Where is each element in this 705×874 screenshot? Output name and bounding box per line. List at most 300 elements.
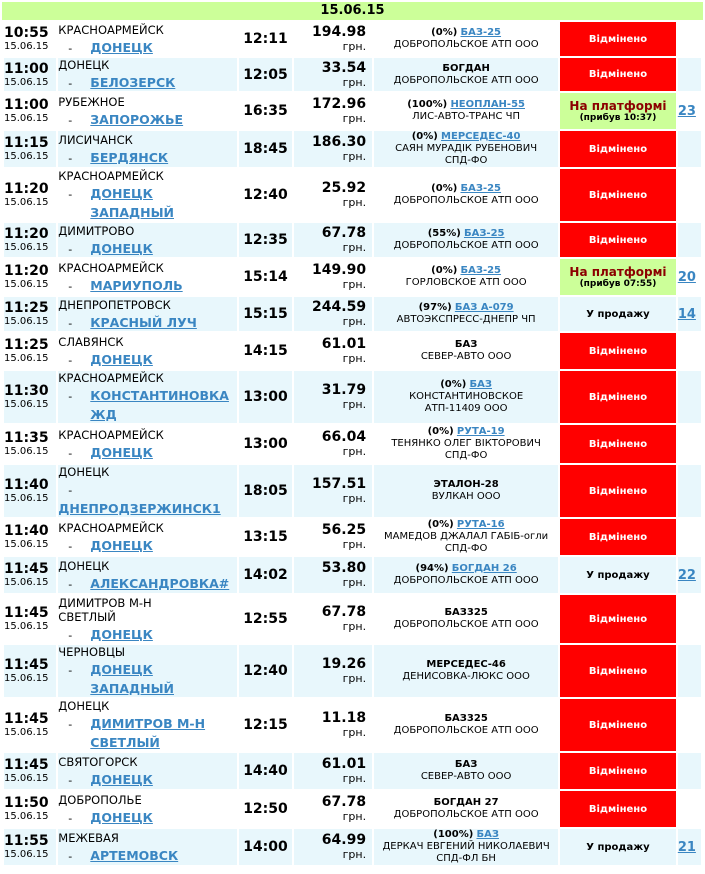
route-origin: ДОНЕЦК: [58, 558, 110, 573]
status-text: Відмінено: [588, 531, 648, 543]
occupancy-percent: (0%): [440, 379, 467, 390]
platform-number-cell: [678, 557, 701, 593]
status-text: Відмінено: [588, 143, 648, 155]
table-row: [4, 371, 701, 423]
route-destination-link[interactable]: КРАСНЫЙ ЛУЧ: [90, 314, 197, 330]
carrier-name: СЕВЕР-АВТО ООО: [420, 771, 512, 782]
route-destination-link[interactable]: ЗАПОРОЖЬЕ: [90, 111, 184, 127]
status-text: Відмінено: [588, 613, 648, 625]
departure-time: 11:45: [4, 757, 49, 773]
table-row: [4, 297, 701, 331]
departure-time: 11:40: [4, 477, 49, 493]
price-currency: грн.: [342, 40, 367, 53]
route-destination-link[interactable]: ДИМИТРОВ М-Н: [90, 716, 206, 731]
route-origin: ДОНЕЦК: [58, 465, 110, 479]
route-destination-line: [58, 678, 237, 697]
route-destination-link[interactable]: ДОНЕЦК: [90, 240, 153, 256]
carrier-name: СПД-ФО: [444, 543, 488, 554]
departure-time-cell: [4, 645, 56, 697]
table-row: [4, 58, 701, 91]
ticket-price: 53.80: [321, 560, 367, 576]
bus-carrier-cell: [374, 791, 558, 827]
route-origin: СВЯТОГОРСК: [58, 754, 138, 769]
route-origin: ДНЕПРОПЕТРОВСК: [58, 297, 171, 312]
departure-date: 15.06.15: [4, 151, 49, 162]
arrival-time: 12:15: [239, 699, 291, 751]
route-destination-link[interactable]: ДОНЕЦК: [90, 626, 153, 642]
price-currency: грн.: [342, 445, 367, 458]
carrier-name: МАМЕДОВ ДЖАЛАЛ ГАБІБ-огли: [384, 531, 549, 542]
carrier-name: ДОБРОПОЛЬСКОЕ АТП ООО: [393, 195, 539, 206]
departure-time: 10:55: [4, 25, 49, 41]
carrier-name: СПД-ФО: [444, 155, 488, 166]
departure-time-cell: [4, 93, 56, 129]
arrival-time: 13:00: [239, 371, 291, 423]
table-row: [4, 425, 701, 463]
ticket-price: 149.90: [312, 262, 367, 278]
price-currency: грн.: [342, 278, 367, 291]
carrier-name: ЛИС-АВТО-ТРАНС ЧП: [412, 111, 521, 122]
route-cell: [58, 297, 237, 331]
carrier-name: ДЕРКАЧ ЕВГЕНИЙ НИКОЛАЕВИЧ: [382, 841, 550, 852]
table-row: [4, 22, 701, 56]
bus-model-link[interactable]: БАЗ А-079: [454, 302, 514, 313]
ticket-price: 64.99: [321, 832, 367, 848]
price-cell: [294, 333, 372, 369]
route-destination-line: [58, 624, 237, 643]
price-currency: грн.: [342, 196, 367, 209]
departure-date: 15.06.15: [4, 353, 49, 364]
route-dash: -: [68, 664, 73, 677]
route-destination-link[interactable]: БЕРДЯНСК: [90, 149, 169, 165]
ticket-price: 172.96: [312, 96, 367, 112]
route-destination-line: [58, 659, 237, 678]
bus-line: [374, 479, 558, 491]
arrival-time: 16:35: [239, 93, 291, 129]
status-cancel: [560, 169, 676, 221]
bus-line: [374, 302, 558, 314]
price-cell: [294, 753, 372, 789]
occupancy-percent: (100%): [407, 99, 448, 110]
departure-date: 15.06.15: [4, 673, 49, 684]
route-origin: СВЕТЛЫЙ: [58, 609, 116, 624]
price-cell: [294, 58, 372, 91]
table-row: [4, 333, 701, 369]
departure-time: 11:25: [4, 337, 49, 353]
platform-number-link[interactable]: 22: [677, 567, 696, 583]
status-text: Відмінено: [588, 345, 648, 357]
route-origin: ЧЕРНОВЦЫ: [58, 645, 126, 659]
ticket-price: 25.92: [321, 180, 367, 196]
carrier-name: ДЕНИСОВКА-ЛЮКС ООО: [402, 671, 530, 682]
route-cell: [58, 333, 237, 369]
departure-time: 11:35: [4, 430, 49, 446]
bus-line: [374, 426, 558, 438]
platform-number-cell: [678, 595, 701, 643]
bus-line: [374, 131, 558, 143]
price-cell: [294, 519, 372, 555]
route-dash: -: [68, 279, 73, 293]
status-sale: [560, 557, 676, 593]
status-cancel: [560, 333, 676, 369]
platform-number-cell: [678, 131, 701, 167]
ticket-price: 56.25: [321, 522, 367, 538]
route-destination-line: [58, 713, 237, 732]
carrier-name: СПД-ФЛ БН: [436, 853, 496, 864]
arrival-time: 15:14: [239, 259, 291, 295]
status-text: У продажу: [586, 841, 650, 853]
route-cell: [58, 93, 237, 129]
route-origin: КРАСНОАРМЕЙСК: [58, 169, 164, 183]
bus-model-link[interactable]: РУТА-19: [456, 426, 505, 437]
route-destination-link[interactable]: ЗАПАДНЫЙ: [90, 205, 174, 220]
departure-date: 15.06.15: [4, 113, 49, 124]
platform-number-link[interactable]: 23: [677, 103, 696, 119]
bus-carrier-cell: [374, 297, 558, 331]
bus-carrier-cell: [374, 93, 558, 129]
bus-model-link[interactable]: БАЗ-25: [460, 27, 502, 38]
departure-time: 11:45: [4, 711, 49, 727]
departure-date: 15.06.15: [4, 242, 49, 253]
status-cancel: [560, 519, 676, 555]
route-dash: -: [68, 188, 73, 201]
status-cancel: [560, 58, 676, 91]
bus-model-link[interactable]: БАЗ-25: [460, 183, 502, 194]
status-text: Відмінено: [588, 438, 648, 450]
departure-time: 11:20: [4, 181, 49, 197]
route-destination-line: [58, 732, 237, 751]
route-destination-link[interactable]: ДОНЕЦК: [90, 662, 153, 677]
price-currency: грн.: [342, 726, 367, 739]
route-destination-link[interactable]: ДОНЕЦК: [90, 537, 153, 553]
price-currency: грн.: [342, 810, 367, 823]
status-cancel: [560, 371, 676, 423]
departure-time: 11:25: [4, 300, 49, 316]
occupancy-percent: (0%): [411, 131, 438, 142]
bus-line: [374, 797, 558, 809]
platform-number-cell: [678, 333, 701, 369]
route-destination-link[interactable]: БЕЛОЗЕРСК: [90, 75, 176, 90]
route-destination-line: [58, 109, 237, 128]
bus-model-link[interactable]: БАЗ-25: [460, 265, 502, 276]
price-cell: [294, 699, 372, 751]
price-cell: [294, 131, 372, 167]
route-destination-link[interactable]: ДОНЕЦК: [90, 186, 153, 201]
arrival-time: 12:40: [239, 645, 291, 697]
departure-time: 11:50: [4, 795, 49, 811]
platform-number-link[interactable]: 20: [677, 269, 696, 285]
carrier-name: АВТОЭКСПРЕСС-ДНЕПР ЧП: [396, 314, 536, 325]
departure-date: 15.06.15: [4, 849, 49, 860]
route-destination-line: [58, 202, 237, 221]
bus-line: [374, 183, 558, 195]
arrival-time: 12:05: [239, 58, 291, 91]
route-destination-line: [58, 312, 237, 331]
route-cell: [58, 371, 237, 423]
arrival-time: 12:35: [239, 223, 291, 257]
route-destination-link[interactable]: ЖД: [90, 407, 117, 422]
carrier-name: ГОРЛОВСКОЕ АТП ООО: [405, 277, 527, 288]
route-destination-link[interactable]: АРТЕМОВСК: [90, 847, 179, 863]
ticket-price: 67.78: [321, 225, 367, 241]
bus-line: [374, 829, 558, 841]
bus-line: [374, 563, 558, 575]
route-cell: [58, 699, 237, 751]
bus-model-link[interactable]: БАЗ: [476, 829, 499, 840]
route-origin: СЛАВЯНСК: [58, 334, 124, 349]
bus-line: [374, 713, 558, 725]
departure-date: 15.06.15: [4, 811, 49, 822]
occupancy-percent: (0%): [431, 183, 458, 194]
ticket-price: 19.26: [321, 656, 367, 672]
ticket-price: 157.51: [312, 476, 367, 492]
departure-time: 11:20: [4, 263, 49, 279]
route-cell: [58, 519, 237, 555]
route-cell: [58, 465, 237, 517]
arrival-time: 12:40: [239, 169, 291, 221]
bus-line: [374, 607, 558, 619]
platform-number-cell: [678, 22, 701, 56]
departures-table: [2, 20, 703, 867]
route-dash: -: [68, 446, 73, 460]
route-origin: РУБЕЖНОЕ: [58, 94, 125, 109]
route-destination-line: [58, 845, 237, 864]
bus-model: БАЗ325: [444, 713, 488, 724]
status-platform: [560, 93, 676, 129]
bus-model-link[interactable]: БАЗ-25: [463, 228, 505, 239]
platform-number-cell: [678, 791, 701, 827]
arrival-time: 12:11: [239, 22, 291, 56]
bus-carrier-cell: [374, 131, 558, 167]
route-destination-link[interactable]: АЛЕКСАНДРОВКА#: [90, 575, 230, 591]
route-dash: -: [68, 151, 73, 165]
arrival-time: 12:55: [239, 595, 291, 643]
departure-time-cell: [4, 699, 56, 751]
table-row: [4, 259, 701, 295]
platform-number-cell: [678, 371, 701, 423]
route-destination-link[interactable]: МАРИУПОЛЬ: [90, 277, 183, 293]
departure-time-cell: [4, 829, 56, 865]
platform-number-cell: [678, 425, 701, 463]
route-destination-link[interactable]: КОНСТАНТИНОВКА: [90, 388, 229, 403]
route-origin: МЕЖЕВАЯ: [58, 830, 119, 845]
table-row: [4, 465, 701, 517]
route-dash: -: [68, 353, 73, 367]
departure-time-cell: [4, 465, 56, 517]
route-destination-link[interactable]: ДОНЕЦК: [90, 39, 153, 55]
status-arrived-time: (прибув 07:55): [579, 278, 657, 289]
status-cancel: [560, 595, 676, 643]
route-destination-line: [58, 183, 237, 202]
status-cancel: [560, 22, 676, 56]
price-currency: грн.: [342, 492, 367, 505]
price-currency: грн.: [342, 75, 367, 89]
departure-time: 11:45: [4, 605, 49, 621]
bus-carrier-cell: [374, 333, 558, 369]
bus-model-link[interactable]: БОГДАН 26: [451, 563, 517, 574]
status-text: На платформі: [569, 264, 667, 279]
departure-time-cell: [4, 131, 56, 167]
platform-number-link[interactable]: 21: [677, 839, 696, 855]
status-text: Відмінено: [588, 391, 648, 403]
departure-time-cell: [4, 333, 56, 369]
bus-line: [374, 228, 558, 240]
route-dash: -: [68, 811, 73, 825]
price-cell: [294, 22, 372, 56]
route-origin: ДОБРОПОЛЬЕ: [58, 792, 142, 807]
departure-date: 15.06.15: [4, 399, 49, 410]
route-origin: ДИМИТРОВ М-Н: [58, 595, 152, 610]
carrier-name: ДОБРОПОЛЬСКОЕ АТП ООО: [393, 240, 539, 251]
price-cell: [294, 465, 372, 517]
price-cell: [294, 371, 372, 423]
departure-time: 11:00: [4, 97, 49, 113]
bus-model-link[interactable]: НЕОПЛАН-55: [450, 99, 525, 110]
arrival-time: 14:40: [239, 753, 291, 789]
departure-time-cell: [4, 425, 56, 463]
route-origin: КРАСНОАРМЕЙСК: [58, 260, 164, 275]
bus-line: [374, 339, 558, 351]
bus-carrier-cell: [374, 425, 558, 463]
arrival-time: 14:00: [239, 829, 291, 865]
route-cell: [58, 753, 237, 789]
platform-number-link[interactable]: 14: [677, 306, 696, 322]
route-destination-link[interactable]: ДОНЕЦК: [90, 351, 153, 367]
table-row: [4, 791, 701, 827]
route-dash: -: [68, 577, 73, 591]
departure-time: 11:20: [4, 226, 49, 242]
price-cell: [294, 223, 372, 257]
arrival-time: 18:45: [239, 131, 291, 167]
departure-time-cell: [4, 223, 56, 257]
route-destination-link[interactable]: ДНЕПРОДЗЕРЖИНСК1: [58, 501, 221, 516]
route-destination-link[interactable]: СВЕТЛЫЙ: [90, 735, 160, 750]
carrier-name: ВУЛКАН ООО: [431, 491, 501, 502]
departure-date: 15.06.15: [4, 773, 49, 784]
departure-date: 15.06.15: [4, 621, 49, 632]
carrier-name: ТЕНЯНКО ОЛЕГ ВІКТОРОВИЧ: [391, 438, 541, 449]
bus-model: БАЗ325: [444, 607, 488, 618]
departure-time-cell: [4, 557, 56, 593]
bus-carrier-cell: [374, 519, 558, 555]
route-destination-line: [58, 573, 237, 592]
bus-line: [374, 519, 558, 531]
departure-date: 15.06.15: [4, 41, 49, 52]
route-destination-line: [58, 37, 237, 56]
status-cancel: [560, 223, 676, 257]
bus-model: БАЗ: [454, 759, 478, 770]
route-cell: [58, 557, 237, 593]
bus-carrier-cell: [374, 645, 558, 697]
route-cell: [58, 595, 237, 643]
carrier-name: ДОБРОПОЛЬСКОЕ АТП ООО: [393, 725, 539, 736]
status-platform: [560, 259, 676, 295]
status-cancel: [560, 753, 676, 789]
route-dash: -: [68, 242, 73, 256]
route-destination-link[interactable]: ДОНЕЦК: [90, 444, 153, 460]
bus-model: БОГДАН 27: [433, 797, 499, 808]
bus-line: [374, 63, 558, 75]
bus-model-link[interactable]: БАЗ: [469, 379, 492, 390]
platform-number-cell: [678, 465, 701, 517]
bus-model: БОГДАН: [442, 62, 490, 74]
arrival-time: 13:00: [239, 425, 291, 463]
bus-carrier-cell: [374, 595, 558, 643]
route-destination-line: [58, 404, 237, 423]
route-destination-line: [58, 72, 237, 91]
price-currency: грн.: [342, 150, 367, 163]
route-origin: ЛИСИЧАНСК: [58, 132, 133, 147]
price-currency: грн.: [342, 672, 367, 685]
route-destination-line: [58, 479, 237, 517]
route-dash: -: [68, 849, 73, 863]
route-destination-line: [58, 275, 237, 294]
route-cell: [58, 223, 237, 257]
departure-time-cell: [4, 371, 56, 423]
status-text: У продажу: [586, 569, 650, 581]
departure-time-cell: [4, 791, 56, 827]
platform-number-cell: [678, 645, 701, 697]
price-cell: [294, 93, 372, 129]
departure-time: 11:40: [4, 523, 49, 539]
route-cell: [58, 645, 237, 697]
departure-time-cell: [4, 259, 56, 295]
price-currency: грн.: [342, 538, 367, 551]
route-dash: -: [68, 718, 73, 731]
bus-model-link[interactable]: МЕРСЕДЕС-40: [441, 131, 521, 142]
ticket-price: 67.78: [321, 794, 367, 810]
table-row: [4, 557, 701, 593]
departure-time: 11:15: [4, 135, 49, 151]
route-destination-link[interactable]: ДОНЕЦК: [90, 809, 153, 825]
route-destination-link[interactable]: ДОНЕЦК: [90, 771, 153, 787]
bus-carrier-cell: [374, 371, 558, 423]
price-cell: [294, 425, 372, 463]
carrier-name: СПД-ФО: [444, 450, 488, 461]
bus-line: [374, 99, 558, 111]
occupancy-percent: (0%): [427, 426, 454, 437]
departure-date: 15.06.15: [4, 727, 49, 738]
route-origin: КРАСНОАРМЕЙСК: [58, 427, 164, 442]
table-row: [4, 595, 701, 643]
route-destination-line: [58, 442, 237, 461]
route-dash: -: [68, 539, 73, 553]
departure-time-cell: [4, 519, 56, 555]
route-destination-line: [58, 769, 237, 788]
arrival-time: 13:15: [239, 519, 291, 555]
status-text: Відмінено: [588, 33, 648, 45]
bus-carrier-cell: [374, 753, 558, 789]
route-destination-link[interactable]: ЗАПАДНЫЙ: [90, 681, 174, 696]
status-text: Відмінено: [588, 69, 648, 80]
route-origin: КРАСНОАРМЕЙСК: [58, 22, 164, 37]
bus-line: [374, 27, 558, 39]
occupancy-percent: (94%): [415, 563, 449, 574]
bus-carrier-cell: [374, 223, 558, 257]
carrier-name: ДОБРОПОЛЬСКОЕ АТП ООО: [393, 575, 539, 586]
table-row: [4, 223, 701, 257]
route-dash: -: [68, 77, 73, 90]
route-origin: КРАСНОАРМЕЙСК: [58, 520, 164, 535]
arrival-time: 18:05: [239, 465, 291, 517]
bus-model-link[interactable]: РУТА-16: [456, 519, 505, 530]
route-dash: -: [68, 773, 73, 787]
status-text: Відмінено: [588, 234, 648, 246]
departure-date: 15.06.15: [4, 316, 49, 327]
status-text: Відмінено: [588, 803, 648, 815]
route-cell: [58, 425, 237, 463]
carrier-name: СЕВЕР-АВТО ООО: [420, 351, 512, 362]
